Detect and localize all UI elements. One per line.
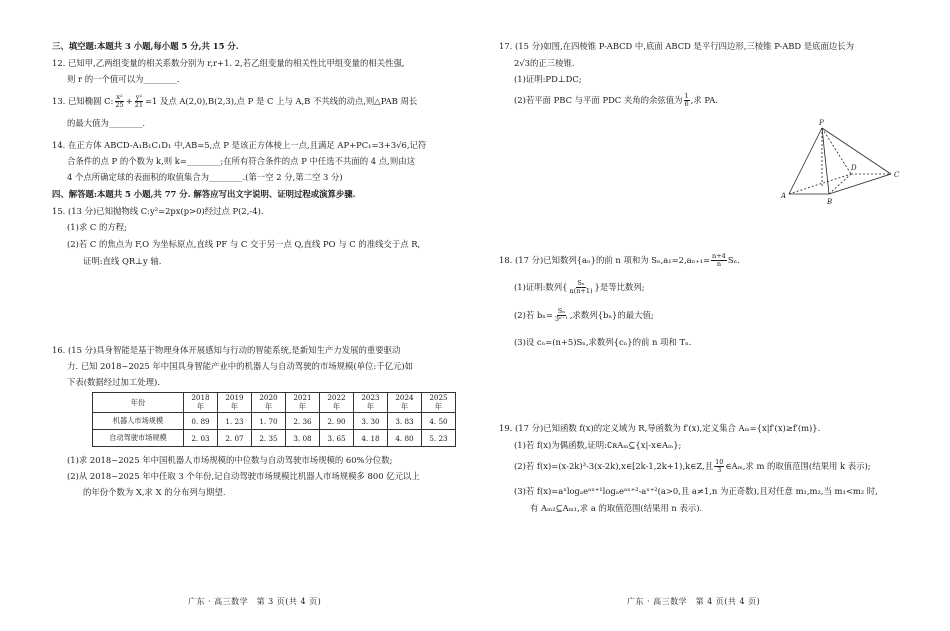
q19-part-3: (3)若 f(x)=aˣlogₐeᵃˣ⁺¹logₐeᵃˣ⁺²-aˣ⁺²(a>0,且 a≠1,n 为正奇数),且对任意 m₁,m₂,当 m₁<m₂ 时, (514, 486, 878, 496)
edge-PB (822, 128, 829, 194)
table-header-cell: 2024 年 (388, 393, 422, 413)
table-cell: 1. 23 (218, 413, 252, 430)
right-page (475, 0, 950, 631)
table-cell: 0. 89 (184, 413, 218, 430)
table-cell: 3. 08 (286, 430, 320, 447)
q19-part-2: (2)若 f(x)=(x-2k)³-3(x-2k),x∈[2k-1,2k+1),k∈Z,且 $\frac{10}{3}$ ∈Aₘ,求 m 的取值范围(结果用 k 表示); (514, 458, 871, 474)
label-B: B (827, 198, 833, 206)
q18-part-1: (1)证明:数列{ $\frac{\text{Sₙ}}{n(n+1)}$ }是等比数列; (514, 279, 645, 295)
table-cell: 3. 30 (354, 413, 388, 430)
label-C: C (894, 171, 900, 179)
section-3-heading: 三、填空题:本题共 3 小题,每小题 5 分,共 15 分. (52, 41, 239, 51)
table-header-cell: 2020 年 (252, 393, 286, 413)
table-cell: 2. 90 (320, 413, 354, 430)
table-cell: 5. 23 (422, 430, 456, 447)
table-row-label: 机器人市场规模 (93, 413, 184, 430)
q15-part-2: (2)若 C 的焦点为 F,O 为坐标原点,直线 PF 与 C 交于另一点 Q,直线 PO 与 C 的准线交于点 R, (67, 239, 421, 249)
section-4-heading: 四、解答题:本题共 5 小题,共 77 分. 解答应写出文字说明、证明过程或演算步骤. (52, 189, 356, 199)
q19-fraction: $\frac{10}{3}$ (715, 458, 724, 474)
q17-part-2: (2)若平面 PBC 与平面 PDC 夹角的余弦值为 $\frac{1}{6}$ ,求 PA. (514, 92, 718, 108)
q17-line-1: 17. (15 分)如图,在四棱锥 P-ABCD 中,底面 ABCD 是平行四边形,三棱锥 P-ABD 是底面边长为 (499, 41, 855, 51)
table-cell: 3. 65 (320, 430, 354, 447)
q12-line-1: 12. 已知甲,乙两组变量的相关系数分别为 r,r+1. 2,若乙组变量的相关性比甲组变量的相关性强, (52, 58, 405, 68)
table-cell: 2. 36 (286, 413, 320, 430)
edge-BC (829, 174, 891, 194)
q18-fraction-b: $\frac{\text{Sₙ}}{n(n+1)}$ (569, 279, 593, 295)
q16-part-2-cont: 的年份个数为 X,求 X 的分布列与期望. (83, 487, 226, 497)
table-row-autodrive (93, 430, 456, 447)
page-footer-3: 广东 · 高三数学 第 3 页(共 4 页) (188, 597, 322, 606)
q18-line-1: 18. (17 分)已知数列{aₙ}的前 n 项和为 Sₙ,a₁=2,aₙ₊₁= $\frac{n+4}{n}$ Sₙ. (499, 252, 740, 268)
edge-PA (789, 128, 822, 194)
q19-part-1: (1)若 f(x)为偶函数,证明:∁ʀAₘ⊆{x|-x∈Aₘ}; (514, 440, 682, 450)
table-header-cell: 年份 (93, 393, 184, 413)
q18-part-2: (2)若 bₙ= $\frac{\text{Sₙ}}{\text{3ⁿ⁻¹}}$ ,求数列{bₙ}的最大值; (514, 307, 654, 323)
table-row-label: 自动驾驶市场规模 (93, 430, 184, 447)
table-header-cell: 2019 年 (218, 393, 252, 413)
page-footer-4: 广东 · 高三数学 第 4 页(共 4 页) (627, 597, 761, 606)
label-A: A (781, 192, 787, 200)
market-size-table (92, 392, 456, 447)
q14-line-2: 合条件的点 P 的个数为 k,则 k=________;在所有符合条件的点 P 中任选不共面的 4 点,则由这 (67, 156, 415, 166)
table-cell: 4. 18 (354, 430, 388, 447)
q15-part-2-cont: 证明:直线 QR⊥y 轴. (83, 256, 162, 266)
q13-fraction-y: $\frac{\text{y²}}{21}$ (134, 93, 143, 109)
table-header-row (93, 393, 456, 413)
table-row-robot (93, 413, 456, 430)
table-cell: 1. 70 (252, 413, 286, 430)
edge-AD (789, 174, 851, 194)
q16-part-1: (1)求 2018~2025 年中国机器人市场规模的中位数与自动驾驶市场规模的 60%分位数; (67, 455, 393, 465)
table-cell: 3. 83 (388, 413, 422, 430)
table-header-cell: 2021 年 (286, 393, 320, 413)
q18-part-3: (3)设 cₙ=(n+5)Sₙ,求数列{cₙ}的前 n 项和 Tₙ. (514, 337, 692, 347)
q16-line-2: 力. 已知 2018~2025 年中国具身智能产业中的机器人与自动驾驶的市场规模(单位:千亿元)如 (67, 361, 414, 371)
q17-fraction: $\frac{1}{6}$ (684, 92, 689, 108)
table-header-cell: 2023 年 (354, 393, 388, 413)
table-cell: 4. 80 (388, 430, 422, 447)
q13-line-2: 的最大值为________. (67, 118, 146, 128)
q13-fraction-x: $\frac{\text{x²}}{25}$ (115, 93, 124, 109)
q16-part-2: (2)从 2018~2025 年中任取 3 个年份,记自动驾驶市场规模比机器人市场规模多 800 亿元以上 (67, 471, 420, 481)
table-header-cell: 2022 年 (320, 393, 354, 413)
q17-line-2: 2√3的正三棱锥. (514, 58, 575, 68)
table-cell: 4. 50 (422, 413, 456, 430)
q14-line-1: 14. 在正方体 ABCD-A₁B₁C₁D₁ 中,AB=5,点 P 是该正方体棱上一点,且满足 AP+PC₁=3+3√6,记符 (52, 140, 427, 150)
q15-part-1: (1)求 C 的方程; (67, 222, 127, 232)
label-P: P (819, 119, 824, 127)
q18-fraction-c: $\frac{\text{Sₙ}}{\text{3ⁿ⁻¹}}$ (554, 307, 568, 323)
q13-line-1: 13. 已知椭圆 C: $\frac{\text{x²}}{25}$ + $\frac{\text{y²}}{21}$ =1 及点 A(2,0),B(2,3),点 P 是 C 上与 A,B 不共线的动点,则△PAB 周长 (52, 93, 418, 109)
q16-line-3: 下表(数据经过加工处理). (67, 377, 160, 387)
q15-line-1: 15. (13 分)已知抛物线 C:y²=2px(p>0)经过点 P(2,-4). (52, 206, 264, 216)
q19-part-3-cont: 有 Aₘ₂⊆Aₘ₁,求 a 的取值范围(结果用 n 表示). (530, 503, 703, 513)
pyramid-figure (777, 118, 907, 210)
q18-fraction-a: $\frac{n+4}{n}$ (712, 252, 726, 268)
table-cell: 2. 07 (218, 430, 252, 447)
table-cell: 2. 35 (252, 430, 286, 447)
q14-line-3: 4 个点所确定球的表面积的取值集合为________.(第一空 2 分,第二空 3 分) (67, 172, 343, 182)
table-header-cell: 2025 年 (422, 393, 456, 413)
edge-BD (829, 174, 851, 194)
q12-line-2: 则 r 的一个值可以为________. (67, 74, 180, 84)
table-cell: 2. 03 (184, 430, 218, 447)
label-D: D (851, 164, 857, 172)
table-header-cell: 2018 年 (184, 393, 218, 413)
q16-line-1: 16. (15 分)具身智能是基于物理身体开展感知与行动的智能系统,是新知生产力发展的重要驱动 (52, 345, 401, 355)
q19-line-1: 19. (17 分)已知函数 f(x)的定义域为 R,导函数为 f′(x),定义集合 Aₘ={x|f′(x)≥f′(m)}. (499, 423, 821, 433)
q17-part-1: (1)证明:PD⊥DC; (514, 74, 582, 84)
